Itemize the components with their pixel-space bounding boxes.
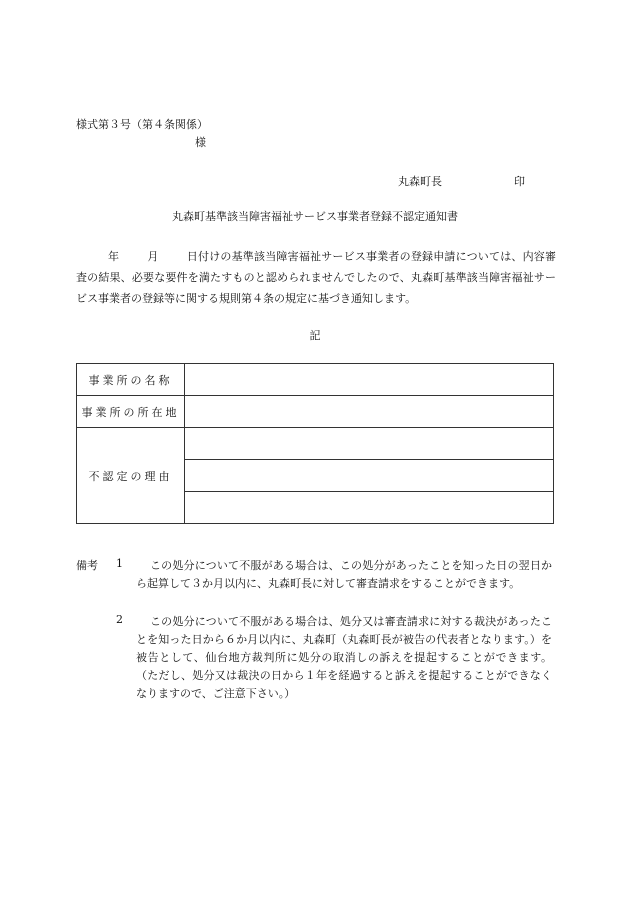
table-row (77, 396, 554, 428)
issuer-name: 丸森町長 (398, 175, 442, 188)
table-row (77, 428, 554, 460)
seal-mark: 印 (514, 175, 525, 188)
office-name-value (185, 364, 554, 396)
rejection-reason-line-1 (185, 428, 554, 460)
form-number: 様式第３号（第４条関係） (76, 118, 208, 131)
rejection-reason-line-2 (185, 460, 554, 492)
office-address-value (185, 396, 554, 428)
rejection-reason-label: 不認定の理由 (77, 428, 185, 524)
document-title: 丸森町基準該当障害福祉サービス事業者登録不認定通知書 (172, 210, 458, 223)
month-label: 月 (147, 250, 159, 263)
rejection-reason-line-3 (185, 492, 554, 524)
body-paragraph (76, 246, 556, 309)
details-table (76, 363, 554, 524)
addressee-suffix: 様 (195, 136, 206, 149)
body-text: 日付けの基準該当障害福祉サービス事業者の登録申請については、内容審査の結果、必要な要件を満たすものと認められませんでしたので、丸森町基準該当障害福祉サービス事業者の登録等に関する規則第４条の規定に基づき通知します。 (76, 250, 557, 305)
table-row (77, 364, 554, 396)
note-number: 1 (116, 557, 123, 570)
office-name-label: 事業所の名称 (77, 364, 185, 396)
note-number: 2 (116, 613, 123, 626)
notes-heading: 備考 (76, 559, 98, 572)
office-address-label: 事業所の所在地 (77, 396, 185, 428)
ki-heading: 記 (309, 329, 321, 342)
year-label: 年 (108, 250, 120, 263)
note-text: この処分について不服がある場合は、処分又は審査請求に対する裁決があったことを知った日から６か月以内に、丸森町（丸森町長が被告の代表者となります。）を被告として、仙台地方裁判所に処分の取消しの訴えを提起することができます。 （ただし、処分又は裁決の日から１年を経過すると訴えを提起することができなくなりますので、ご注意下さい。） (136, 615, 552, 700)
note-text: この処分について不服がある場合は、この処分があったことを知った日の翌日から起算して３か月以内に、丸森町長に対して審査請求をすることができます。 (136, 559, 552, 590)
